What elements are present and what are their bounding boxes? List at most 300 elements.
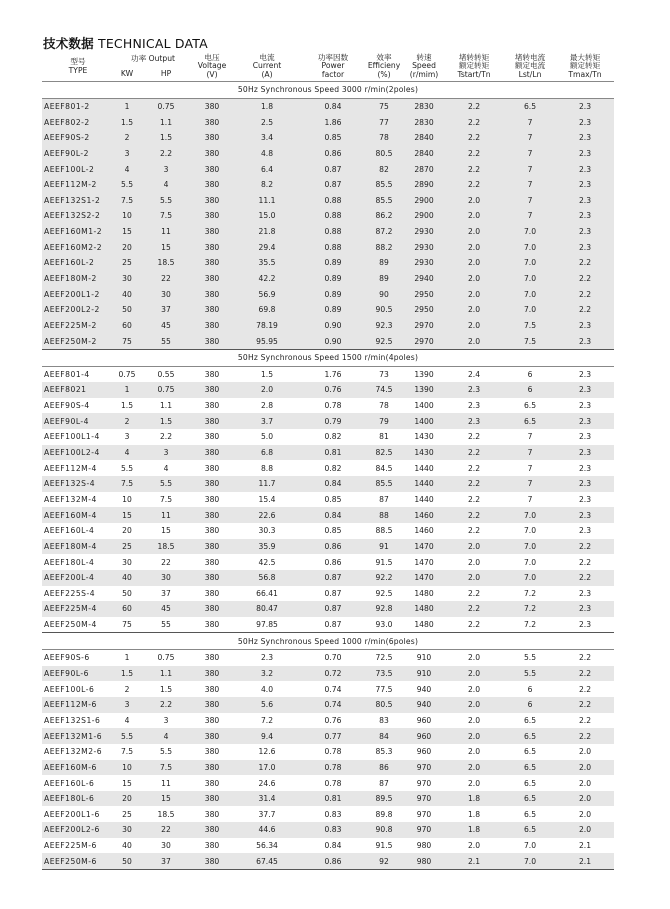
table-cell: 88.5 (375, 526, 393, 536)
header-model: 型号 TYPE (68, 56, 88, 75)
table-cell: 0.89 (302, 302, 364, 318)
table-cell: 2.0 (444, 302, 504, 318)
table-cell: 1.5 (140, 130, 192, 146)
table-cell: 970 (404, 791, 444, 807)
table-cell: 89 (364, 255, 404, 271)
table-cell: 2.0 (444, 255, 504, 271)
table-cell: 7.5 (159, 494, 173, 504)
table-cell: 1.8 (444, 822, 504, 838)
table-cell: 0.78 (302, 760, 364, 776)
table-cell: 2.2 (444, 507, 504, 523)
table-cell: 81 (379, 432, 389, 442)
table-cell: 6.5 (523, 747, 537, 757)
table-cell: 20 (114, 791, 140, 807)
table-cell: 7 (504, 192, 556, 208)
table-cell: 380 (192, 114, 232, 130)
table-cell: 0.87 (302, 177, 364, 193)
table-cell: 2.3 (556, 192, 614, 208)
table-cell: 2.0 (467, 841, 481, 851)
table-cell: 2.3 (556, 208, 614, 224)
table-cell: 6.5 (523, 778, 537, 788)
table-body (42, 82, 614, 870)
table-cell: 35.9 (232, 539, 302, 555)
table-header (42, 52, 614, 82)
technical-data-table (42, 52, 614, 870)
table-cell: 18.5 (140, 539, 192, 555)
table-cell: 45 (140, 318, 192, 334)
table-cell: AEEF132M2-6 (44, 747, 103, 757)
table-cell: 2.3 (578, 401, 592, 411)
table-cell: 91.5 (375, 557, 393, 567)
table-cell: 85.3 (375, 747, 393, 757)
table-cell: 2.3 (578, 494, 592, 504)
table-cell: AEEF180L-6 (42, 791, 114, 807)
table-cell: 85.5 (364, 476, 404, 492)
table-cell: 73 (379, 369, 389, 379)
table-cell: 37 (140, 302, 192, 318)
table-cell: 7.5 (114, 476, 140, 492)
table-cell: 380 (204, 526, 220, 536)
table-cell: 3 (140, 161, 192, 177)
table-cell: 92.8 (364, 601, 404, 617)
table-cell: 0.78 (324, 401, 342, 411)
table-cell: 50 (114, 853, 140, 869)
table-cell: 0.87 (302, 570, 364, 586)
table-cell: 380 (192, 601, 232, 617)
table-cell: 1.5 (114, 666, 140, 682)
table-cell: 6.5 (504, 98, 556, 114)
table-cell: 7.0 (504, 302, 556, 318)
section-title: 50Hz Synchronous Speed 1500 r/min(4poles) (42, 349, 614, 366)
table-cell: 7.5 (114, 192, 140, 208)
table-cell: AEEF90S-4 (44, 401, 90, 411)
table-cell: 1.8 (444, 791, 504, 807)
table-cell: AEEF90L-4 (42, 413, 114, 429)
table-cell: 380 (192, 146, 232, 162)
table-cell: 2.2 (444, 130, 504, 146)
table-cell: 2.3 (556, 382, 614, 398)
table-cell: AEEF112M-4 (44, 463, 97, 473)
table-cell: 74.5 (364, 382, 404, 398)
section-title: 50Hz Synchronous Speed 1000 r/min(6poles) (42, 633, 614, 650)
table-cell: 77.5 (375, 684, 393, 694)
table-cell: 7.0 (504, 286, 556, 302)
table-cell: 0.88 (302, 208, 364, 224)
table-cell: 380 (192, 822, 232, 838)
table-cell: 6.8 (232, 445, 302, 461)
table-cell: 380 (204, 494, 220, 504)
table-cell: 960 (404, 728, 444, 744)
table-cell: 4.8 (232, 146, 302, 162)
table-cell: 11 (161, 778, 171, 788)
table-cell: 2.5 (232, 114, 302, 130)
table-cell: 1480 (414, 588, 434, 598)
table-cell: 84 (364, 728, 404, 744)
table-cell: 15 (122, 778, 132, 788)
table-row (42, 398, 614, 414)
table-cell: 0.72 (302, 666, 364, 682)
table-cell: 7 (527, 463, 533, 473)
table-row (42, 286, 614, 302)
table-cell: AEEF225M-2 (42, 318, 114, 334)
table-cell: AEEF250M-6 (42, 853, 114, 869)
table-cell: AEEF132M-4 (44, 494, 97, 504)
header-current: 电流 Current (A) (252, 52, 282, 79)
table-cell: 6.5 (523, 715, 537, 725)
table-cell: 92.2 (364, 570, 404, 586)
table-cell: 2.2 (556, 697, 614, 713)
table-cell: 1.8 (467, 809, 481, 819)
table-cell: 380 (192, 255, 232, 271)
table-cell: 82.5 (364, 445, 404, 461)
table-cell: 8.2 (232, 177, 302, 193)
table-cell: 940 (416, 684, 432, 694)
table-cell: 2.2 (159, 432, 173, 442)
table-cell: 380 (192, 413, 232, 429)
table-cell: 25 (114, 539, 140, 555)
table-cell: 22 (140, 822, 192, 838)
table-cell: 2.2 (444, 445, 504, 461)
table-cell: 85.5 (364, 192, 404, 208)
table-cell: 6 (504, 382, 556, 398)
table-cell: AEEF8021 (42, 382, 114, 398)
table-cell: 60 (114, 601, 140, 617)
header-tmax: 最大转矩 额定转矩 Tmax/Tn (568, 52, 602, 79)
table-cell: 1460 (414, 526, 434, 536)
table-cell: 24.6 (258, 778, 276, 788)
table-cell: 0.89 (302, 255, 364, 271)
table-cell: 380 (192, 853, 232, 869)
table-cell: 75 (114, 333, 140, 349)
table-cell: 15 (114, 224, 140, 240)
table-cell: 91.5 (375, 841, 393, 851)
table-cell: 2.3 (556, 476, 614, 492)
table-cell: 1.5 (260, 369, 274, 379)
table-cell: 7 (504, 476, 556, 492)
table-cell: AEEF112M-2 (42, 177, 114, 193)
table-cell: 3 (163, 715, 169, 725)
table-cell: 380 (204, 369, 220, 379)
table-cell: 50 (122, 588, 132, 598)
table-cell: 0.76 (324, 715, 342, 725)
table-row (42, 601, 614, 617)
table-cell: 83 (379, 715, 389, 725)
table-cell: 60 (114, 318, 140, 334)
table-cell: 970 (404, 760, 444, 776)
table-cell: 0.82 (324, 463, 342, 473)
table-cell: 7.5 (504, 318, 556, 334)
table-cell: 87.2 (364, 224, 404, 240)
table-cell: 9.4 (232, 728, 302, 744)
table-row (42, 806, 614, 822)
table-cell: 2.0 (467, 557, 481, 567)
table-cell: 1390 (414, 369, 434, 379)
table-cell: 2970 (404, 333, 444, 349)
table-cell: 380 (192, 333, 232, 349)
table-cell: 2930 (404, 255, 444, 271)
table-cell: 15 (140, 791, 192, 807)
table-row (42, 744, 614, 760)
table-cell: AEEF132M1-6 (42, 728, 114, 744)
table-cell: 11 (140, 224, 192, 240)
table-cell: 5.5 (140, 476, 192, 492)
table-cell: 380 (192, 666, 232, 682)
table-cell: 380 (204, 684, 220, 694)
table-cell: 380 (192, 302, 232, 318)
table-cell: 6 (527, 684, 533, 694)
table-cell: 380 (192, 318, 232, 334)
table-cell: AEEF225M-4 (42, 601, 114, 617)
section-title: 50Hz Synchronous Speed 3000 r/min(2poles) (42, 82, 614, 99)
table-cell: 2.0 (556, 760, 614, 776)
table-row (42, 208, 614, 224)
section-header-row (42, 349, 614, 366)
table-cell: 0.84 (302, 98, 364, 114)
table-cell: 2.2 (578, 715, 592, 725)
table-cell: 35.5 (232, 255, 302, 271)
table-cell: 7.0 (504, 570, 556, 586)
table-cell: 2.3 (444, 382, 504, 398)
table-cell: 15 (140, 239, 192, 255)
table-cell: 1470 (404, 570, 444, 586)
table-cell: 92.5 (375, 588, 393, 598)
table-cell: 1.5 (140, 413, 192, 429)
table-cell: 67.45 (232, 853, 302, 869)
table-cell: 2.3 (556, 445, 614, 461)
table-cell: 1.1 (140, 114, 192, 130)
table-cell: 78 (379, 401, 389, 411)
table-cell: 0.85 (302, 130, 364, 146)
table-row (42, 523, 614, 539)
table-cell: 970 (404, 822, 444, 838)
table-cell: 1470 (414, 557, 434, 567)
table-cell: 380 (204, 401, 220, 411)
table-row (42, 460, 614, 476)
table-cell: 6.5 (523, 809, 537, 819)
table-cell: 6.4 (232, 161, 302, 177)
table-cell: AEEF160L-2 (42, 255, 114, 271)
table-cell: 2.2 (556, 286, 614, 302)
table-cell: 2.3 (556, 177, 614, 193)
table-row (42, 728, 614, 744)
table-cell: 380 (192, 271, 232, 287)
table-cell: 1460 (404, 507, 444, 523)
table-cell: 15 (161, 526, 171, 536)
table-cell: 1480 (404, 601, 444, 617)
table-cell: 6 (527, 369, 533, 379)
header-efficiency: 效率 Efficieny (%) (367, 52, 401, 79)
table-cell: 2900 (404, 192, 444, 208)
table-cell: 2.2 (578, 653, 592, 663)
table-cell: 5.5 (504, 666, 556, 682)
table-row (42, 255, 614, 271)
table-cell: 2 (114, 413, 140, 429)
table-cell: AEEF90S-2 (42, 130, 114, 146)
table-cell: 2940 (404, 271, 444, 287)
table-cell: 7.5 (120, 747, 134, 757)
table-cell: 6.5 (504, 760, 556, 776)
table-cell: 0.74 (302, 697, 364, 713)
table-cell: 80.5 (364, 146, 404, 162)
table-cell: 77 (364, 114, 404, 130)
table-cell: AEEF180M-4 (42, 539, 114, 555)
table-cell: 2.1 (444, 853, 504, 869)
table-cell: 7 (527, 494, 533, 504)
table-cell: 7.0 (504, 853, 556, 869)
table-cell: 2 (124, 684, 130, 694)
table-row (42, 114, 614, 130)
table-cell: 0.86 (302, 853, 364, 869)
table-cell: 0.84 (302, 476, 364, 492)
table-cell: 7 (504, 114, 556, 130)
table-row (42, 476, 614, 492)
table-cell: 7.2 (504, 601, 556, 617)
table-cell: 380 (192, 208, 232, 224)
table-cell: 2.0 (467, 684, 481, 694)
table-cell: AEEF801-4 (44, 369, 90, 379)
header-power-factor: 功率因数 Power factor (317, 52, 349, 79)
table-cell: 2.2 (444, 476, 504, 492)
section-header-row (42, 82, 614, 99)
table-cell: 2830 (404, 114, 444, 130)
table-row (42, 838, 614, 854)
table-cell: 7.0 (504, 239, 556, 255)
table-cell: AEEF801-2 (42, 98, 114, 114)
table-cell: 2.3 (556, 413, 614, 429)
table-cell: 2.2 (444, 114, 504, 130)
table-cell: 2.3 (556, 130, 614, 146)
table-cell: 0.89 (302, 271, 364, 287)
table-cell: 90.8 (364, 822, 404, 838)
table-cell: 380 (204, 841, 220, 851)
table-cell: 79 (364, 413, 404, 429)
table-cell: 2.3 (578, 369, 592, 379)
header-kw: KW (120, 68, 134, 78)
table-cell: 5.0 (260, 432, 274, 442)
table-cell: 0.88 (302, 224, 364, 240)
table-cell: 15.0 (232, 208, 302, 224)
table-cell: 18.5 (140, 255, 192, 271)
table-cell: 29.4 (232, 239, 302, 255)
table-cell: AEEF225S-4 (44, 588, 96, 598)
table-cell: 2.2 (556, 255, 614, 271)
table-cell: 0.89 (302, 286, 364, 302)
table-row (42, 413, 614, 429)
table-cell: 7 (504, 146, 556, 162)
table-cell: 2.3 (467, 401, 481, 411)
table-row (42, 302, 614, 318)
table-cell: 3.4 (232, 130, 302, 146)
table-cell: 2.0 (444, 539, 504, 555)
table-cell: 50 (114, 302, 140, 318)
table-cell: 2.3 (578, 526, 592, 536)
table-cell: 2.0 (444, 697, 504, 713)
table-cell: AEEF160L-4 (44, 526, 95, 536)
table-cell: 87 (379, 494, 389, 504)
table-cell: 87 (379, 778, 389, 788)
table-row (42, 760, 614, 776)
table-cell: 1.5 (120, 401, 134, 411)
table-cell: 910 (416, 653, 432, 663)
table-cell: 89.5 (364, 791, 404, 807)
table-row (42, 239, 614, 255)
table-cell: 2.3 (556, 98, 614, 114)
table-cell: 8.8 (260, 463, 274, 473)
table-cell: 0.75 (157, 653, 175, 663)
table-cell: AEEF90S-6 (44, 653, 90, 663)
table-cell: 2.3 (556, 114, 614, 130)
table-cell: 91 (364, 539, 404, 555)
table-cell: 1390 (404, 382, 444, 398)
table-cell: 380 (192, 507, 232, 523)
table-cell: 90 (364, 286, 404, 302)
table-cell: 0.88 (302, 239, 364, 255)
table-cell: 2.0 (578, 747, 592, 757)
table-cell: 30.3 (258, 526, 276, 536)
table-cell: 2.0 (467, 715, 481, 725)
table-cell: 22.6 (232, 507, 302, 523)
table-cell: 0.78 (324, 778, 342, 788)
table-cell: 1.5 (114, 114, 140, 130)
table-cell: AEEF100L-2 (42, 161, 114, 177)
table-cell: 2 (114, 130, 140, 146)
table-cell: 1 (114, 98, 140, 114)
table-cell: AEEF225M-6 (44, 841, 97, 851)
table-cell: 7.0 (504, 255, 556, 271)
table-row (42, 681, 614, 697)
table-cell: 0.84 (302, 507, 364, 523)
table-cell: 2.2 (578, 684, 592, 694)
page-title (43, 34, 208, 52)
header-speed: 转速 Speed (r/mim) (409, 52, 439, 79)
table-cell: 3 (114, 697, 140, 713)
table-cell: 2.0 (444, 318, 504, 334)
table-cell: 2950 (404, 302, 444, 318)
table-cell: 2.3 (260, 653, 274, 663)
table-cell: 380 (204, 715, 220, 725)
table-cell: 2.0 (444, 208, 504, 224)
table-cell: 1.8 (232, 98, 302, 114)
table-cell: 2.3 (578, 432, 592, 442)
table-cell: 0.70 (324, 653, 342, 663)
table-cell: AEEF132S1-2 (42, 192, 114, 208)
table-cell: 42.2 (232, 271, 302, 287)
table-cell: AEEF90L-6 (42, 666, 114, 682)
table-row (42, 791, 614, 807)
table-cell: 56.9 (232, 286, 302, 302)
table-cell: 0.87 (324, 588, 342, 598)
table-row (42, 822, 614, 838)
table-cell: 93.0 (364, 617, 404, 633)
table-cell: 380 (192, 445, 232, 461)
table-cell: 2950 (404, 286, 444, 302)
table-cell: AEEF200L1-2 (42, 286, 114, 302)
table-cell: 37 (140, 853, 192, 869)
header-tstart: 堵转转矩 额定转矩 Tstart/Tn (457, 52, 491, 79)
table-cell: 2.2 (467, 463, 481, 473)
table-cell: AEEF200L1-6 (44, 809, 100, 819)
table-cell: 5.5 (140, 192, 192, 208)
table-cell: AEEF100L-6 (44, 684, 95, 694)
header-output: 功率 Output (131, 54, 175, 64)
table-cell: 7 (504, 161, 556, 177)
table-cell: 380 (192, 224, 232, 240)
table-cell: 1440 (414, 494, 434, 504)
table-cell: 25 (114, 255, 140, 271)
table-cell: 22 (161, 557, 171, 567)
table-cell: AEEF160M-6 (42, 760, 114, 776)
table-cell: 4 (114, 161, 140, 177)
